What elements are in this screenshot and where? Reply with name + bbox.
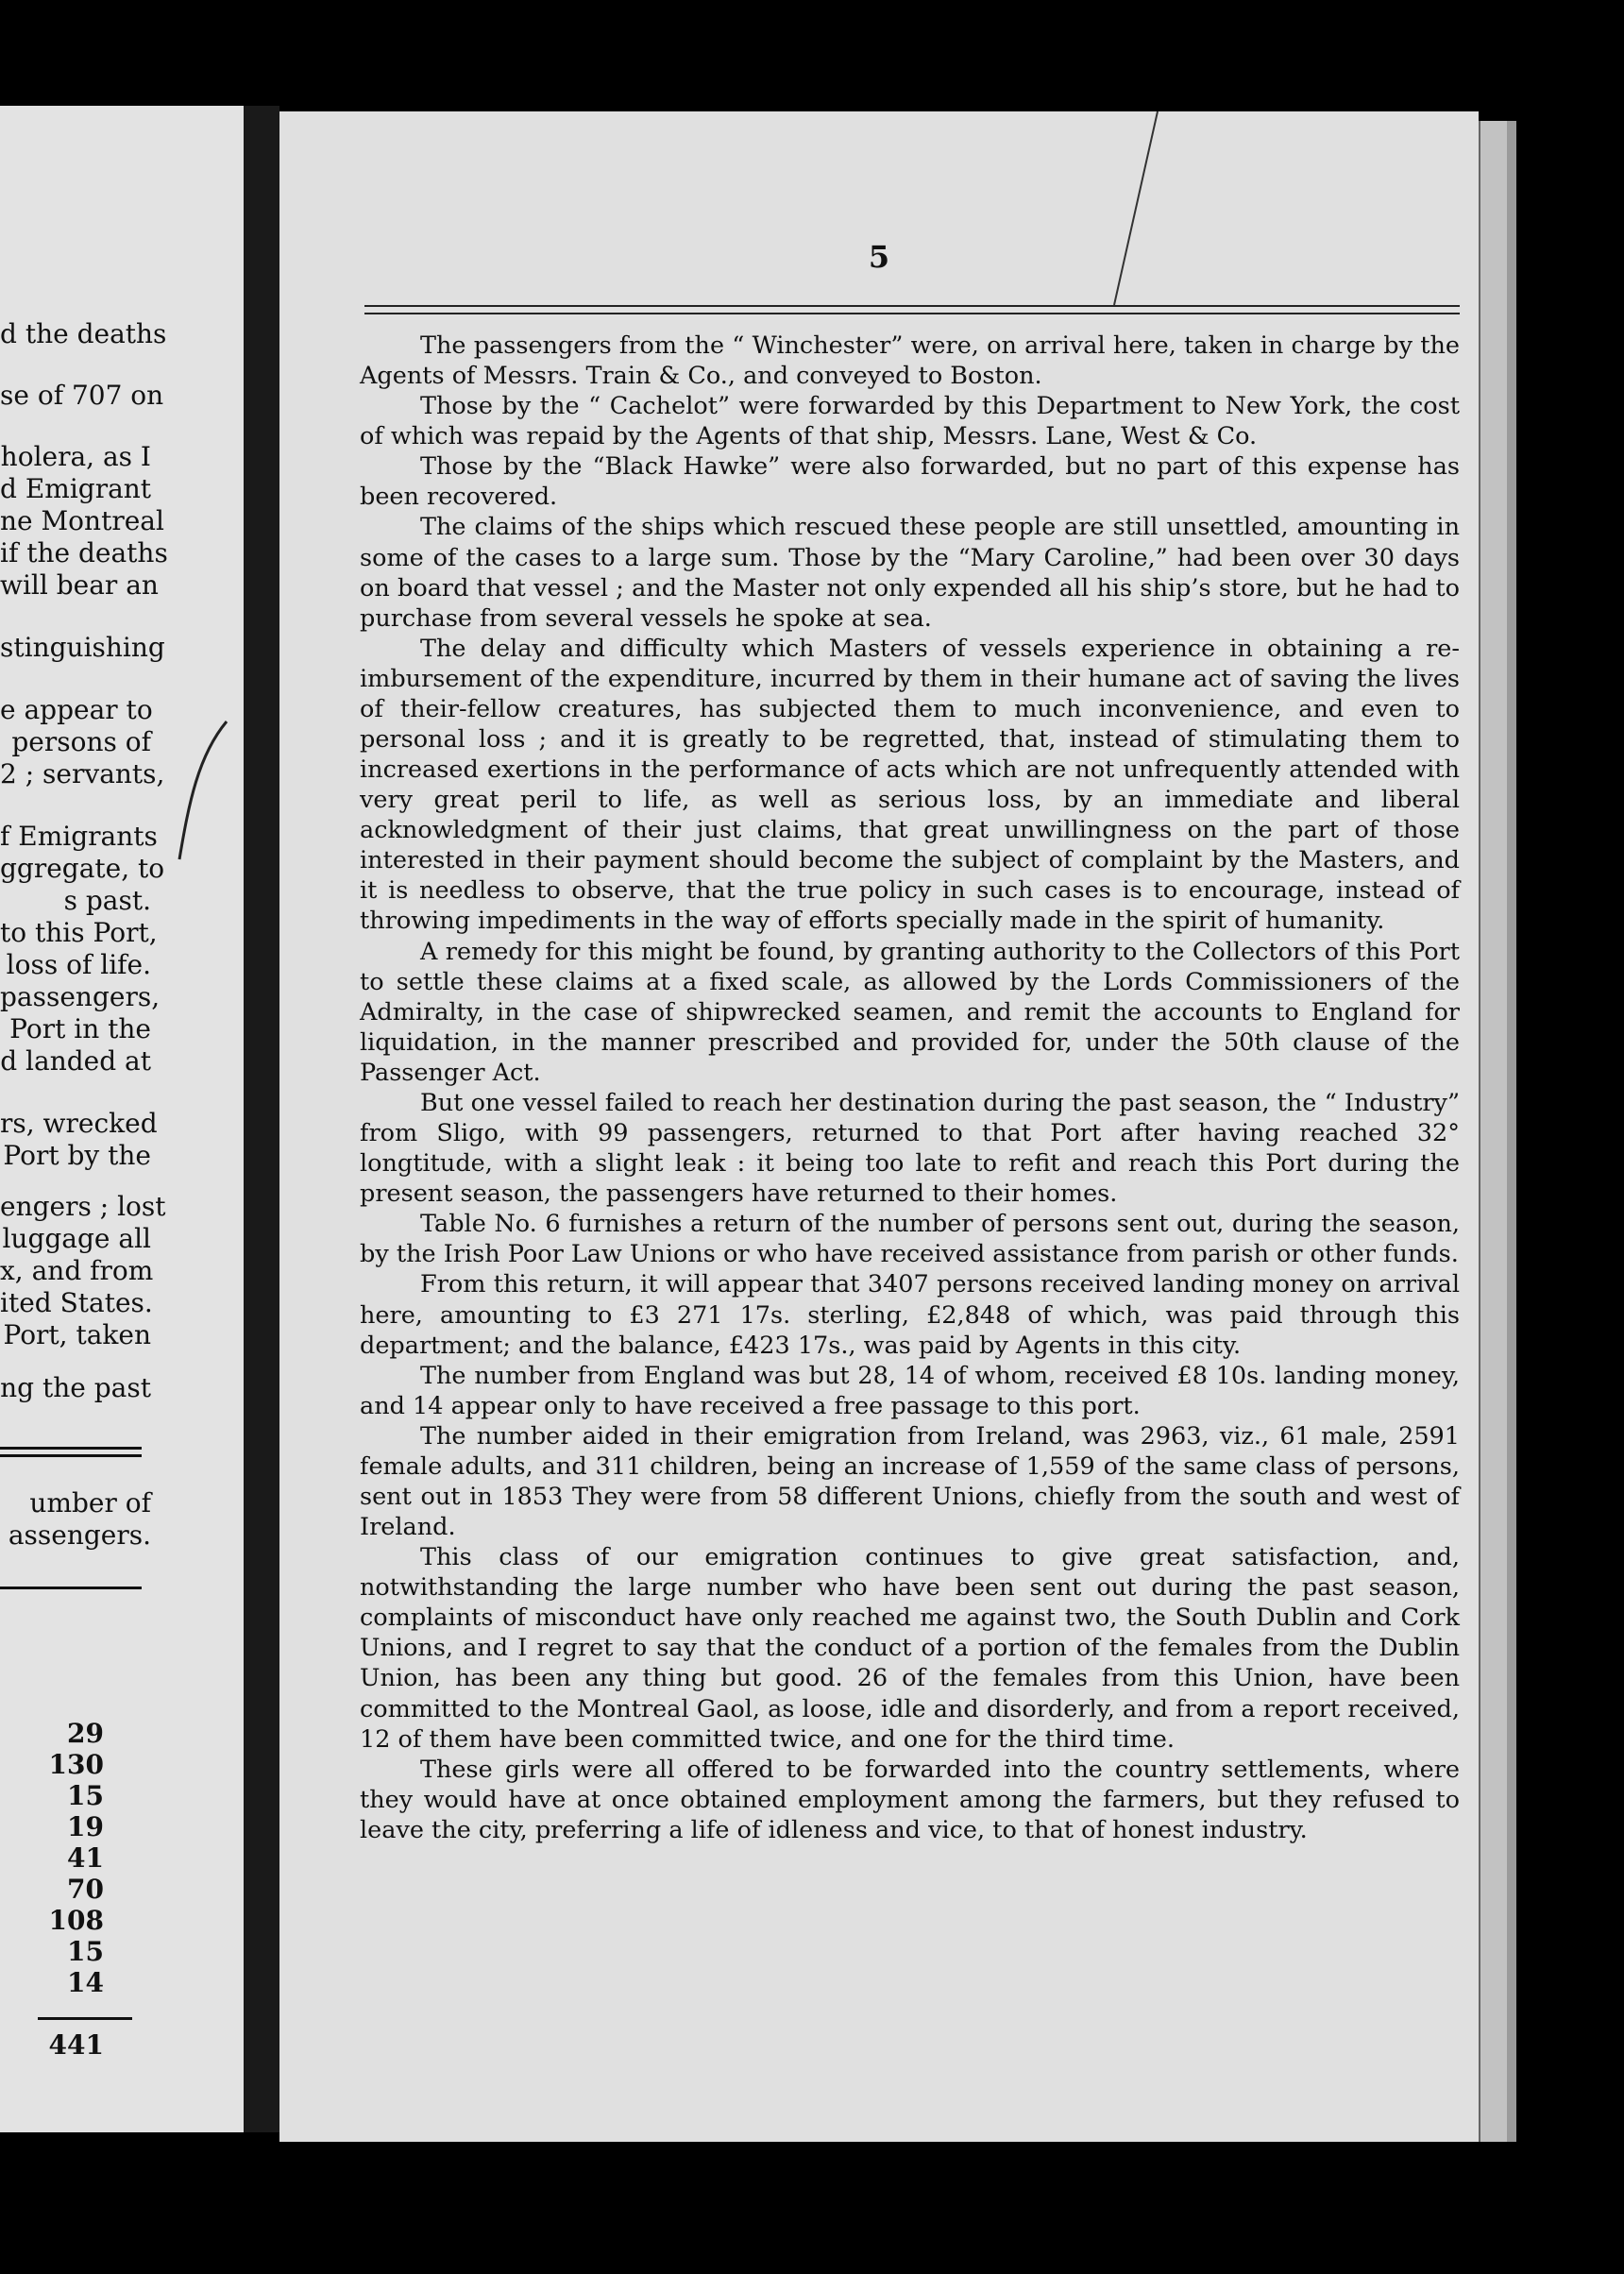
- paragraph: These girls were all offered to be forwarded into the country settlements, where they would have at once obtained employment among the farmers, but they refused to leave the city, preferring a life of idleness and vice, to that of honest industry.: [360, 1755, 1460, 1844]
- paragraph: Those by the “Black Hawke” were also forwarded, but no part of this expense has been recovered.: [360, 452, 1460, 512]
- margin-pen-stroke: [170, 718, 236, 869]
- left-double-rule-top: [0, 1447, 142, 1450]
- left-text-fragment: d the deaths: [0, 318, 167, 349]
- left-text-fragment: engers ; lost: [0, 1191, 166, 1222]
- left-number: 41: [67, 1842, 104, 1874]
- left-double-rule-bottom: [0, 1454, 142, 1457]
- left-text-fragment: x, and from: [0, 1255, 154, 1286]
- paragraph: Those by the “ Cachelot” were forwarded by this Department to New York, the cost of which was repaid by the Agents of that ship, Messrs. Lane, West & Co.: [360, 392, 1460, 451]
- left-text-fragment: 2 ; servants,: [0, 758, 165, 789]
- left-text-fragment: will bear an: [0, 569, 159, 601]
- left-text-fragment: se of 707 on: [0, 380, 164, 411]
- left-text-fragment: if the deaths: [0, 537, 168, 568]
- paragraph: The number from England was but 28, 14 of whom, received £8 10s. landing money, and 14 appear only to have received a free passage to this port.: [360, 1361, 1460, 1420]
- left-text-fragment: Port in the: [9, 1013, 151, 1044]
- left-text-fragment: rs, wrecked: [0, 1108, 158, 1139]
- page-edge-shadow: [1507, 121, 1516, 2142]
- main-page: [279, 111, 1479, 2142]
- left-text-fragment: to this Port,: [0, 917, 158, 948]
- pen-mark: [1101, 111, 1176, 310]
- left-text-fragment: ited States.: [0, 1287, 153, 1318]
- left-number: 130: [48, 1749, 104, 1780]
- body-text: [360, 331, 1460, 1845]
- left-text-fragment: loss of life.: [6, 949, 151, 980]
- paragraph: This class of our emigration continues to give great satisfaction, and, notwithstanding the large number who have been sent out during the past season, complaints of misconduct have only reached me against two, the South Dublin and Cork Unions, and I regret to say that the conduct of a portion of the females from the Dublin Union, has been any thing but good. 26 of the females from this Union, have been committed to the Montreal Gaol, as loose, idle and disorderly, and from a report received, 12 of them have been committed twice, and one for the third time.: [360, 1543, 1460, 1754]
- left-text-fragment: s past.: [63, 885, 151, 916]
- left-text-fragment: e appear to: [0, 694, 153, 725]
- left-total: 441: [48, 2029, 104, 2061]
- page-number: 5: [868, 239, 890, 275]
- left-text-fragment: ggregate, to: [0, 853, 165, 884]
- left-text-fragment: Port, taken: [3, 1319, 151, 1350]
- left-text-fragment: persons of: [11, 726, 151, 757]
- left-number: 15: [67, 1936, 104, 1967]
- paragraph: The passengers from the “ Winchester” were, on arrival here, taken in charge by the Agents of Messrs. Train & Co., and conveyed to Boston.: [360, 331, 1460, 391]
- left-number: 108: [48, 1905, 104, 1936]
- left-number: 15: [67, 1780, 104, 1811]
- paragraph: A remedy for this might be found, by granting authority to the Collectors of this Port to settle these claims at a fixed scale, as allowed by the Lords Commissioners of the Admiralty, in the case of shipwrecked seamen, and remit the accounts to England for liquidation, in the manner prescribed and provided for, under the 50th clause of the Passenger Act.: [360, 937, 1460, 1087]
- left-number: 14: [67, 1967, 104, 1998]
- left-text-fragment: ng the past: [0, 1372, 151, 1403]
- left-facing-page: [0, 106, 244, 2132]
- left-text-fragment: umber of: [29, 1487, 151, 1519]
- left-text-fragment: f Emigrants: [0, 821, 158, 852]
- paragraph: Table No. 6 furnishes a return of the number of persons sent out, during the season, by the Irish Poor Law Unions or who have received assistance from parish or other funds.: [360, 1210, 1460, 1269]
- left-number: 29: [67, 1718, 104, 1749]
- left-column-rule: [0, 1587, 142, 1589]
- left-text-fragment: holera, as I: [0, 441, 151, 472]
- paragraph: The delay and difficulty which Masters of vessels experience in obtaining a re-imbursement of the expenditure, incurred by them in their humane act of saving the lives of their-fellow creatures, has subjected them to much inconvenience, and even to personal loss ; and it is greatly to be regretted, that, instead of stimulating them to increased exertions in the performance of acts which are not unfrequently attended with very great peril to life, as well as serious loss, by an immediate and liberal acknowledgment of their just claims, that great unwillingness on the part of those interested in their payment should become the subject of complaint by the Masters, and it is needless to observe, that the true policy in such cases is to encourage, instead of throwing impediments in the way of efforts specially made in the spirit of humanity.: [360, 634, 1460, 936]
- paragraph: From this return, it will appear that 3407 persons received landing money on arrival here, amounting to £3 271 17s. sterling, £2,848 of which, was paid through this department; and the balance, £423 17s., was paid by Agents in this city.: [360, 1270, 1460, 1360]
- left-number: 19: [67, 1811, 104, 1842]
- left-text-fragment: Port by the: [3, 1140, 151, 1171]
- left-text-fragment: ne Montreal: [0, 505, 164, 536]
- header-double-rule: [364, 305, 1460, 314]
- left-text-fragment: d Emigrant: [0, 473, 152, 504]
- left-text-fragment: passengers,: [0, 981, 161, 1012]
- total-rule: [38, 2017, 132, 2020]
- left-text-fragment: stinguishing: [0, 632, 165, 663]
- page-edge: [1479, 121, 1509, 2142]
- left-number: 70: [67, 1874, 104, 1905]
- left-text-fragment: luggage all: [2, 1223, 151, 1254]
- paragraph: The claims of the ships which rescued these people are still unsettled, amounting in some of the cases to a large sum. Those by the “Mary Caroline,” had been over 30 days on board that vessel ; and the Master not only expended all his ship’s store, but he had to purchase from several vessels he spoke at sea.: [360, 513, 1460, 633]
- paragraph: But one vessel failed to reach her destination during the past season, the “ Industry” from Sligo, with 99 passengers, returned to that Port after having reached 32° longtitude, with a slight leak : it being too late to refit and reach this Port during the present season, the passengers have returned to their homes.: [360, 1088, 1460, 1209]
- left-text-fragment: d landed at: [0, 1045, 151, 1077]
- left-text-fragment: assengers.: [8, 1519, 151, 1551]
- book-binding-gutter: [244, 106, 279, 2132]
- paragraph: The number aided in their emigration from Ireland, was 2963, viz., 61 male, 2591 female adults, and 311 children, being an increase of 1,559 of the same class of persons, sent out in 1853 They were from 58 different Unions, chiefly from the south and west of Ireland.: [360, 1421, 1460, 1542]
